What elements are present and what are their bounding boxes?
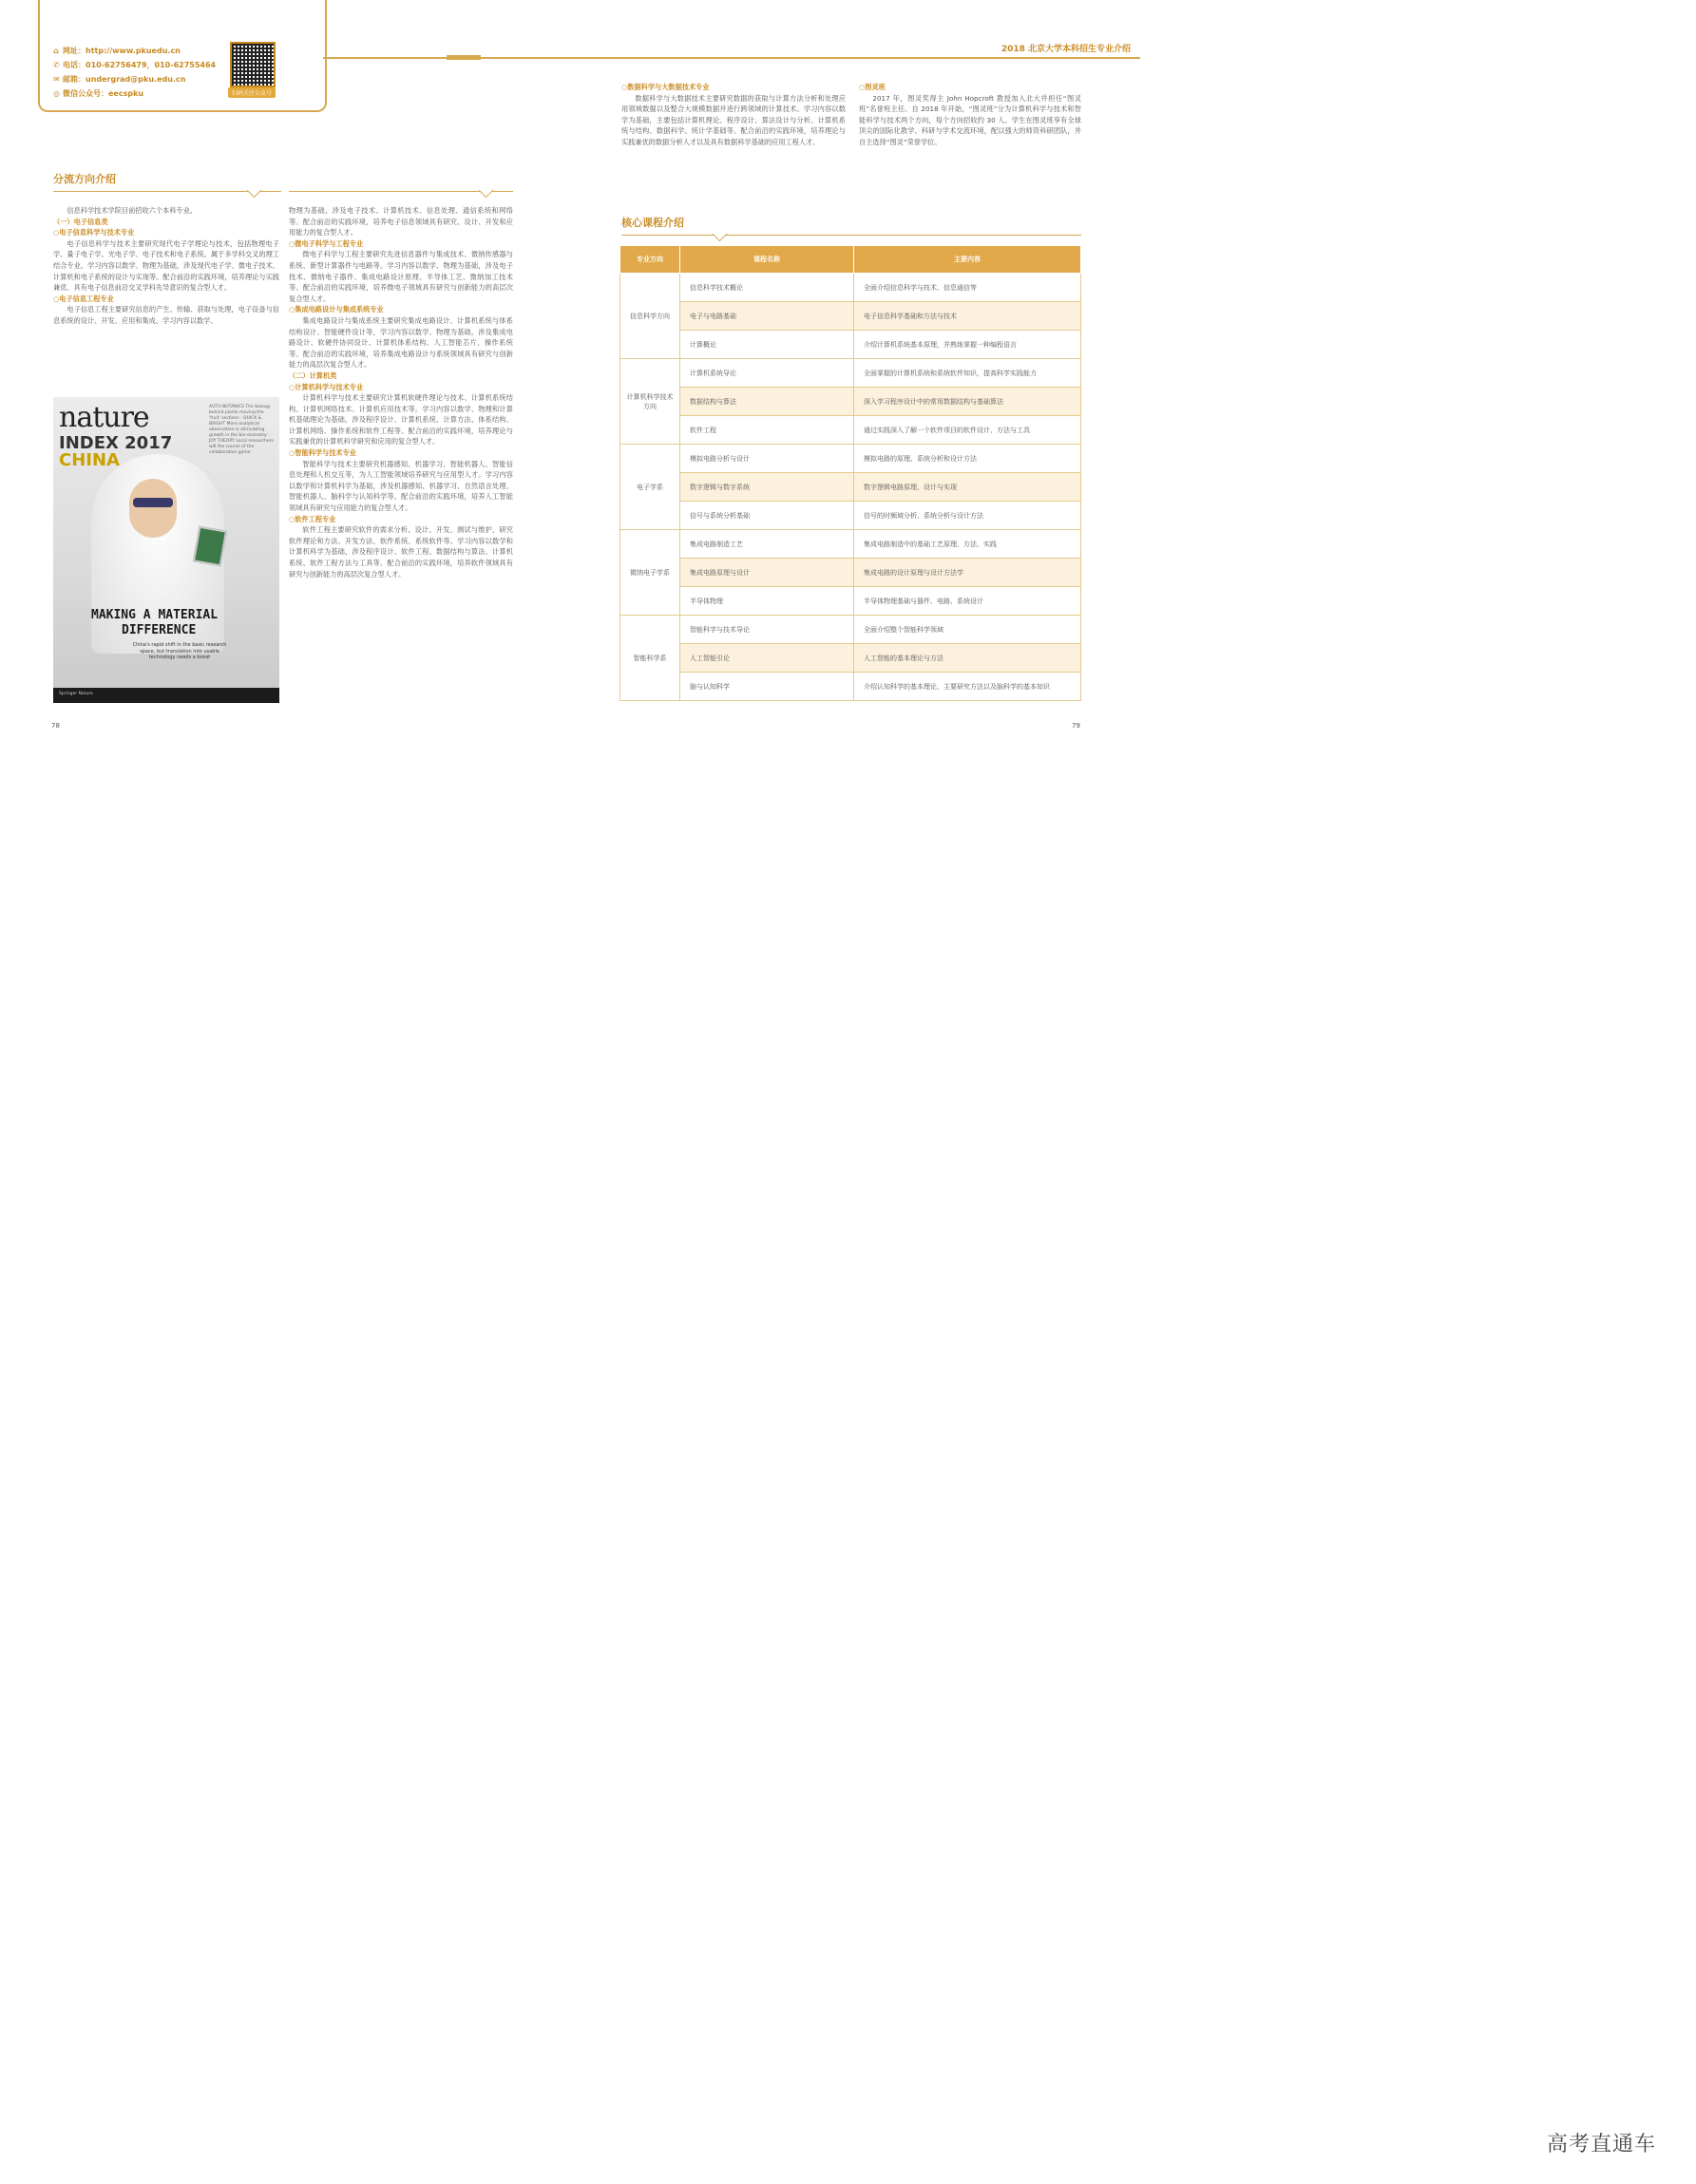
subheading: （二）计算机类 [289,370,337,380]
cover-headline-2: DIFFERENCE [122,623,197,637]
paragraph: 2017 年，图灵奖得主 John Hopcroft 教授加入北大并担任“图灵班”名誉班主任。自 2018 年开始，“图灵班”分为计算机科学与技术和智能科学与技术两个方向，每个方向招收约 30 人。学生在图灵班享有全球顶尖的国际化教学、科研与学术交流环境，配以强大的师资科研团队，并自主选择“图灵”荣誉学位。 [859,93,1081,146]
section-title-courses-rule [621,235,1081,236]
table-header-row [620,246,1081,274]
subheading: ○数据科学与大数据技术专业 [621,83,710,91]
paragraph: 电子信息工程主要研究信息的产生、传输、获取与处理，电子设备与信息系统的设计、开发、应用和集成。学习内容以数学、 [53,305,279,325]
table-row [620,274,1081,302]
table-cell-course: 集成电路制造工艺 [680,530,854,559]
table-row [620,388,1081,416]
cover-subtitle: China's rapid shift in the basic research space, but translation into usable technology needs a boost [132,642,227,660]
page-number-right: 79 [1072,722,1080,730]
phone-icon: ✆ [53,61,60,69]
table-cell-content: 介绍计算机系统基本原理，并熟练掌握一种编程语言 [854,331,1081,359]
table-row [620,302,1081,331]
table-cell-direction: 信息科学方向 [620,274,680,359]
mail-icon: ✉ [53,75,60,84]
table-cell-course: 人工智能引论 [680,644,854,673]
contact-label: 微信公众号： [63,89,108,98]
table-cell-content: 介绍认知科学的基本理论、主要研究方法以及脑科学的基本知识 [854,673,1081,701]
table-cell-course: 脑与认知科学 [680,673,854,701]
header-rule-accent [447,55,481,60]
watermark: 高考直通车 [1547,2133,1657,2156]
table-cell-content: 半导体物理基础与器件、电路、系统设计 [854,587,1081,616]
core-courses-table [619,245,1081,701]
table-cell-content: 深入学习程序设计中的常用数据结构与基础算法 [854,388,1081,416]
section-title-courses-notch [713,227,728,242]
table-cell-course: 信息科学技术概论 [680,274,854,302]
contact-value[interactable]: 010-62756479，010-62755464 [86,61,217,69]
contact-value[interactable]: http://www.pkuedu.cn [86,47,181,55]
table-cell-content: 信号的时频域分析、系统分析与设计方法 [854,502,1081,530]
page-number-left: 78 [51,722,60,730]
table-row [620,587,1081,616]
table-row [620,559,1081,587]
section-title-notch-2 [479,183,494,199]
table-row [620,359,1081,388]
text-column-1 [53,205,279,327]
paragraph: 数据科学与大数据技术主要研究数据的获取与计算方法分析和处理应用领域数据以及整合大规模数据并进行跨领域的计算技术。学习内容以数学为基础，主要包括计算机理论、程序设计、算法设计与分析、计算机系统与结构、数据科学、统计学基础等。配合前沿的实践环境，培养理论与实践兼优的数据分析人才以及具有数据科学基础的应用工程人才。 [621,93,846,146]
paragraph: 物理为基础，涉及电子技术、计算机技术、信息处理、通信系统和网络等。配合前沿的实践环境，培养电子信息领域具有研究、设计、开发和应用能力的复合型人才。 [289,206,513,237]
table-row [620,502,1081,530]
table-row [620,445,1081,473]
table-row [620,673,1081,701]
qr-code[interactable] [230,42,276,87]
table-cell-course: 数字逻辑与数字系统 [680,473,854,502]
paragraph: 智能科学与技术主要研究机器感知、机器学习、智能机器人、智能信息处理和人机交互等，为人工智能领域培养研究与应用型人才。学习内容以数学和计算机科学为基础，涉及机器感知、机器学习、自然语言处理、智能机器人、脑科学与认知科学等。配合前沿的实践环境，培养人工智能领域具有研究与应用能力的复合型人才。 [289,459,513,513]
cover-footer-text: Springer Nature [59,692,93,696]
table-cell-direction: 电子学系 [620,445,680,530]
contact-line [53,46,181,56]
contact-line [53,74,185,85]
subheading: ○计算机科学与技术专业 [289,382,364,391]
table-header-cell: 主要内容 [854,246,1081,274]
table-cell-content: 集成电路的设计原理与设计方法学 [854,559,1081,587]
table-cell-course: 智能科学与技术导论 [680,616,854,644]
paragraph: 计算机科学与技术主要研究计算机软硬件理论与技术、计算机系统结构、计算机网络技术、计算机应用技术等。学习内容以数学、物理和计算机基础理论为基础，涉及程序设计、计算机系统、计算方法、体系结构、计算机网络、操作系统和软件工程等。配合前沿的实践环境，培养理论与实践兼优的计算机科学研究和应用的复合型人才。 [289,393,513,446]
cover-footer-bar [53,688,279,703]
table-cell-course: 电子与电路基础 [680,302,854,331]
section-title-notch [247,183,262,199]
cover-brand: nature [59,401,149,434]
wechat-icon: ◎ [53,89,60,98]
contact-line [53,88,143,99]
text-column-2 [289,205,513,579]
section-title-courses: 核心课程介绍 [621,217,684,229]
table-cell-content: 模拟电路的原理、系统分析和设计方法 [854,445,1081,473]
subheading: ○微电子科学与工程专业 [289,238,364,248]
subheading: ○智能科学与技术专业 [289,448,356,458]
table-cell-content: 集成电路制造中的基础工艺原理、方法、实践 [854,530,1081,559]
cover-side-text: AUTO-BOTANICS The biology behind plants moving the 'fruit' sections · QUICK & BRIGHT More analytical observation is stimulating growth in the bio-economy · JOY THEORY Local researchers will the course of the collaboration game [209,405,274,455]
paragraph: 软件工程主要研究软件的需求分析、设计、开发、测试与维护，研究软件理论和方法、开发方法、软件系统、系统软件等。学习内容以数学和计算机科学为基础，涉及程序设计、软件工程、数据结构与算法、计算机系统、软件工程方法与工具等。配合前沿的实践环境，培养软件领域具有研究与创新能力的高层次复合型人才。 [289,525,513,579]
subheading: ○图灵班 [859,83,886,91]
subheading: ○集成电路设计与集成系统专业 [289,305,384,314]
table-cell-course: 半导体物理 [680,587,854,616]
nature-index-cover-image [53,397,279,703]
table-cell-content: 人工智能的基本理论与方法 [854,644,1081,673]
cover-figure-face [129,479,177,538]
contact-card [38,0,327,112]
text-column-3 [621,82,846,148]
table-cell-course: 软件工程 [680,416,854,445]
table-cell-direction: 计算机科学技术方向 [620,359,680,445]
contact-value[interactable]: eecspku [108,89,144,98]
contact-label: 电话： [63,61,86,69]
table-row [620,331,1081,359]
header-rule [323,57,1140,59]
subheading: ○软件工程专业 [289,514,336,523]
table-row [620,416,1081,445]
table-cell-course: 集成电路原理与设计 [680,559,854,587]
cover-country: CHINA [59,450,120,470]
paragraph: 信息科学技术学院目前招收六个本科专业。 [67,206,197,215]
cover-figure-glasses [133,498,173,507]
table-cell-direction: 智能科学系 [620,616,680,701]
qr-code-label: 扫码关注公众号 [228,87,276,98]
table-cell-content: 全面介绍整个智能科学领域 [854,616,1081,644]
table-cell-direction: 微纳电子学系 [620,530,680,616]
table-row [620,616,1081,644]
home-icon: ⌂ [53,47,59,55]
subheading: ○电子信息科学与技术专业 [53,228,135,237]
table-cell-course: 数据结构与算法 [680,388,854,416]
paragraph: 集成电路设计与集成系统主要研究集成电路设计、计算机系统与体系结构设计、智能硬件设计等，学习内容以数学、物理为基础，涉及集成电路设计、软硬件协同设计、计算机体系结构、人工智能芯片、操作系统等。配合前沿的实践环境，培养集成电路设计与系统领域具有研究与创新能力的高层次复合型人才。 [289,315,513,370]
table-header-cell: 专业方向 [620,246,680,274]
table-cell-content: 数字逻辑电路原理、设计与实现 [854,473,1081,502]
contact-label: 网址： [63,47,86,55]
table-cell-content: 通过实践深入了解一个软件项目的软件设计、方法与工具 [854,416,1081,445]
header-title: 2018 北京大学本科招生专业介绍 [1000,45,1131,54]
table-row [620,530,1081,559]
table-cell-course: 模拟电路分析与设计 [680,445,854,473]
table-cell-content: 全面介绍信息科学与技术、信息通信等 [854,274,1081,302]
paragraph: 微电子科学与工程主要研究先进信息器件与集成技术、微纳传感器与系统、新型计算器件与电路等。学习内容以数学、物理为基础，涉及电子技术、微纳电子器件、集成电路设计原理、半导体工艺、微纳加工技术等。配合前沿的实践环境，培养微电子领域具有研究与创新能力的高层次复合型人才。 [289,250,513,303]
table-cell-course: 计算机系统导论 [680,359,854,388]
section-title-majors: 分流方向介绍 [53,173,116,185]
table-row [620,473,1081,502]
table-row [620,644,1081,673]
cover-headline-1: MAKING A MATERIAL [91,608,219,622]
contact-label: 邮箱： [63,75,86,84]
table-cell-course: 计算概论 [680,331,854,359]
table-cell-course: 信号与系统分析基础 [680,502,854,530]
text-column-4 [859,82,1081,148]
table-cell-content: 全面掌握的计算机系统和系统软件知识，提高科学实践能力 [854,359,1081,388]
subheading: ○电子信息工程专业 [53,294,114,303]
paragraph: 电子信息科学与技术主要研究现代电子学理论与技术，包括物理电子学、量子电子学、光电子学、电子技术和电子系统。属于多学科交叉的理工结合专业。学习内容以数学、物理为基础，涉及现代电子学、微电子技术、计算机和电子系统的设计与实现等。配合前沿的实践环境，培养理论与实践兼优、具有电子信息前沿交叉学科先导意识的复合型人才。 [53,238,279,293]
cover-index-title: INDEX 2017 [59,433,173,453]
table-header-cell: 课程名称 [680,246,854,274]
table-cell-content: 电子信息科学基础和方法与技术 [854,302,1081,331]
contact-value[interactable]: undergrad@pku.edu.cn [86,75,186,84]
contact-line [53,60,216,70]
subheading: （一）电子信息类 [53,217,108,226]
